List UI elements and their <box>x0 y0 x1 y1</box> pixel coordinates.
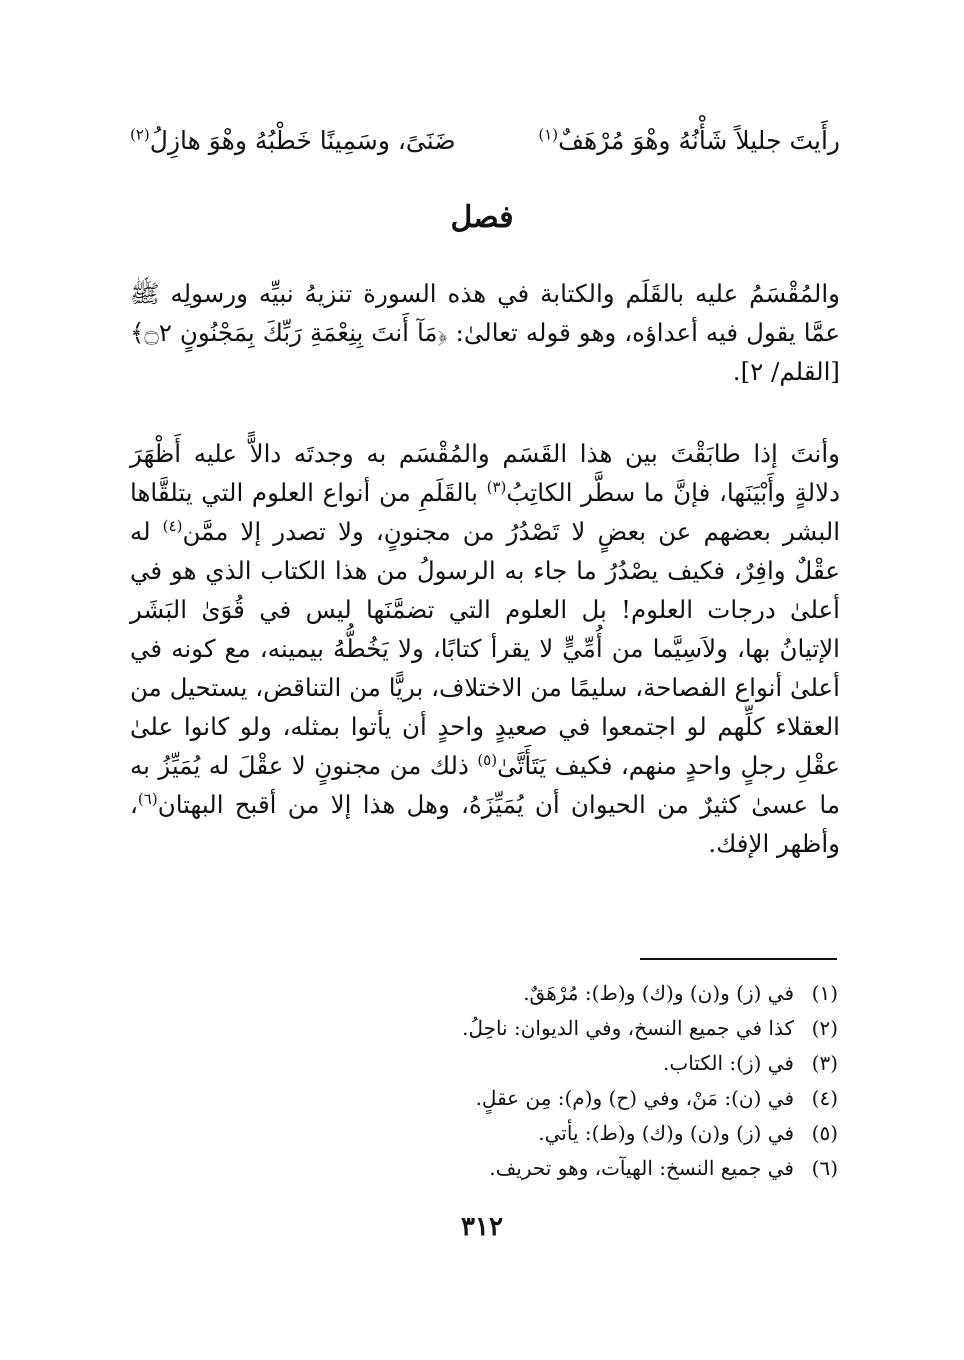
footnote-text: في (ز) و(ن) و(ك) و(ط): مُرْهَقٌ. <box>523 981 794 1005</box>
footnote-number: (٥) <box>811 1121 838 1145</box>
footnote-item <box>130 1116 838 1151</box>
footnotes-list <box>130 976 838 1186</box>
footnote-item <box>130 976 838 1011</box>
page-number: ٣١٢ <box>461 1212 503 1242</box>
footnote-separator <box>640 958 837 960</box>
verse-second-hemistich <box>130 126 456 155</box>
paragraph-2 <box>130 434 840 863</box>
footnote-number: (٤) <box>811 1086 838 1110</box>
footnote-ref: (٦) <box>137 789 158 808</box>
section-heading: فصل <box>450 200 514 235</box>
footnote-number: (٣) <box>811 1051 838 1075</box>
verse-first-hemistich <box>538 126 840 155</box>
footnote-item <box>130 1011 838 1046</box>
footnote-number: (١) <box>811 981 838 1005</box>
footnote-ref: (٣) <box>486 477 507 496</box>
paragraph-text: بالقَلَمِ من أنواع العلوم التي يتلقَّاها البشر بعضهم عن بعضٍ لا تَصْدُرُ من مجنونٍ، ولا تصدر إلا ممَّن <box>130 478 841 546</box>
paragraph-text: وأنتَ إذا طابَقْتَ بين هذا القَسَم والمُقْسَم به وجدتَه دالاًّ عليه أَظْهَرَ دلالةٍ وأَبْيَنَها، فإنَّ ما سطَّر الكاتِبُ <box>130 439 841 507</box>
poetry-verse <box>130 126 840 166</box>
paragraph-text: له عقْلٌ وافِرٌ، فكيف يصْدُرُ ما جاء به الرسولُ من هذا الكتاب الذي هو في أعلىٰ درجات العلوم! بل العلوم التي تضمَّنَها ليس في قُوَىٰ البَشَر الإتيانُ بها، ولاَسِيَّما من أُمِّيٍّ لا يقرأ كتابًا، ولا يَخُطُّهُ بيمينه، مع كونه في أعلىٰ أنواع الفصاحة، سليمًا من الاختلاف، بريًّا من التناقض، يستحيل من العقلاء كلِّهم لو اجتمعوا في صعيدٍ واحدٍ أن يأتوا بمثله، ولو كانوا علىٰ عقْلِ رجلٍ واحدٍ منهم، فكيف يَتَأَتَّىٰ <box>130 517 840 780</box>
footnote-text: في (ز): الكتاب. <box>663 1051 794 1075</box>
paragraph-text: ذلك من مجنونٍ لا عقْلَ له يُمَيِّزُ به ما عسىٰ كثيرٌ من الحيوان أن يُمَيِّزَهُ، وهل هذا إلا من أقبح البهتان <box>130 751 840 819</box>
footnote-item <box>130 1046 838 1081</box>
footnote-text: كذا في جميع النسخ، وفي الديوان: ناحِلُ. <box>462 1016 794 1040</box>
footnote-item <box>130 1081 838 1116</box>
footnote-text: في جميع النسخ: الهيآت، وهو تحريف. <box>489 1156 794 1180</box>
footnote-ref: (٢) <box>130 125 150 144</box>
footnote-text: في (ز) و(ن) و(ك) و(ط): يأتي. <box>538 1121 794 1145</box>
footnote-text: في (ن): مَنْ، وفي (ح) و(م): مِن عقلٍ. <box>475 1086 794 1110</box>
paragraph-text: ، وأظهر الإفك. <box>130 790 840 858</box>
footnote-ref: (٥) <box>477 750 498 769</box>
paragraph-1 <box>130 274 840 391</box>
verse-second-hemistich-text: ضَنَىً، وسَمِينًا خَطْبُهُ وهْوَ هازِلُ <box>149 126 456 155</box>
paragraph-text: والمُقْسَمُ عليه بالقَلَم والكتابة في هذه السورة تنزيهُ نبيِّه ورسولِه ﷺ عمَّا يقول فيه أعداؤه، وهو قوله تعالىٰ: ﴿مَآ أَنتَ بِنِعْمَةِ رَبِّكَ بِمَجْنُونٍ ۝٢﴾ [القلم/ ٢]. <box>130 279 840 386</box>
footnote-ref: (٤) <box>162 516 183 535</box>
verse-first-hemistich-text: رأَيتَ جليلاً شَأْنُهُ وهْوَ مُرْهَفٌ <box>558 126 840 155</box>
footnote-item <box>130 1151 838 1186</box>
footnote-ref: (١) <box>538 125 559 144</box>
footnote-number: (٢) <box>811 1016 838 1040</box>
footnote-number: (٦) <box>811 1156 838 1180</box>
